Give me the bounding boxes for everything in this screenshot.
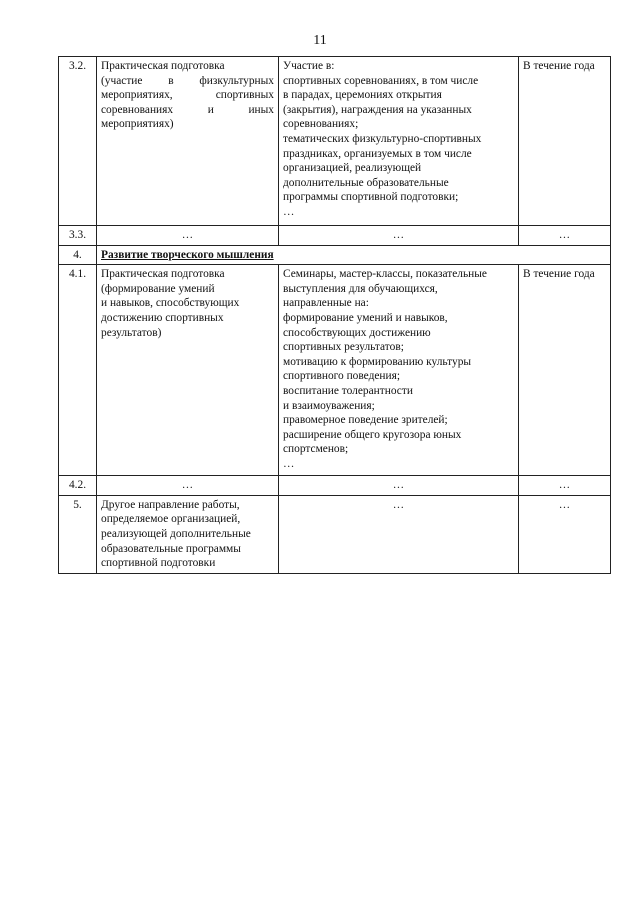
activity-cell: … (279, 226, 519, 246)
direction-line: спортивной подготовки (101, 557, 216, 570)
activity-line: организацией, реализующей (283, 162, 422, 175)
activity-line: направленные на: (283, 297, 369, 310)
direction-line: соревнованиях и иных (101, 103, 274, 116)
activity-line: воспитание толерантности (283, 384, 413, 397)
deadline-cell: В течение года (519, 265, 611, 476)
direction-line: (участие в физкультурных (101, 74, 274, 87)
section-title: Развитие творческого мышления (97, 245, 611, 265)
direction-line: результатов) (101, 326, 162, 339)
direction-cell: … (97, 226, 279, 246)
activity-line: способствующих достижению (283, 326, 431, 339)
row-number: 3.3. (59, 226, 97, 246)
deadline-cell: … (519, 476, 611, 496)
table-row (59, 265, 611, 476)
direction-line: определяемое организацией, (101, 513, 241, 526)
direction-line: реализующей дополнительные (101, 527, 251, 540)
sports-training-plan-table (58, 56, 611, 574)
table-row (59, 57, 611, 226)
activity-cell (279, 57, 519, 226)
activity-line: правомерное поведение зрителей; (283, 414, 448, 427)
table-row (59, 476, 611, 496)
activity-line: … (283, 205, 295, 218)
activity-line: спортивного поведения; (283, 370, 401, 383)
activity-line: дополнительные образовательные (283, 176, 449, 189)
direction-line: Практическая подготовка (101, 268, 225, 281)
row-number: 5. (59, 495, 97, 573)
activity-line: соревнованиях; (283, 118, 359, 131)
deadline-cell: … (519, 495, 611, 573)
row-number: 4.1. (59, 265, 97, 476)
direction-line: образовательные программы (101, 542, 241, 555)
activity-line: … (283, 457, 295, 470)
section-row (59, 245, 611, 265)
direction-cell: … (97, 476, 279, 496)
activity-line: и взаимоуважения; (283, 399, 375, 412)
activity-line: мотивацию к формированию культуры (283, 355, 472, 368)
table-row (59, 495, 611, 573)
direction-cell (97, 265, 279, 476)
deadline-cell: … (519, 226, 611, 246)
direction-line: Другое направление работы, (101, 498, 240, 511)
direction-line: мероприятиях, спортивных (101, 89, 274, 102)
page-number: 11 (313, 33, 327, 48)
direction-line: и навыков, способствующих (101, 297, 240, 310)
activity-line: Участие в: (283, 60, 335, 72)
activity-cell (279, 265, 519, 476)
activity-line: спортивных соревнованиях, в том числе (283, 74, 479, 87)
activity-line: Семинары, мастер-классы, показательные (283, 268, 487, 281)
activity-line: спортивных результатов; (283, 341, 404, 354)
activity-line: расширение общего кругозора юных (283, 428, 462, 441)
row-number: 3.2. (59, 57, 97, 226)
table-row (59, 226, 611, 246)
activity-line: (закрытия), награждения на указанных (283, 103, 472, 116)
activity-line: формирование умений и навыков, (283, 311, 448, 324)
direction-cell (97, 495, 279, 573)
direction-line: мероприятиях) (101, 118, 174, 131)
direction-line: достижению спортивных (101, 311, 224, 324)
row-number: 4.2. (59, 476, 97, 496)
activity-cell: … (279, 495, 519, 573)
deadline-cell: В течение года (519, 57, 611, 226)
activity-line: программы спортивной подготовки; (283, 191, 459, 204)
direction-line: (формирование умений (101, 282, 215, 295)
activity-line: праздниках, организуемых в том числе (283, 147, 472, 160)
activity-cell: … (279, 476, 519, 496)
direction-line: Практическая подготовка (101, 60, 225, 72)
activity-line: спортсменов; (283, 443, 349, 456)
activity-line: выступления для обучающихся, (283, 282, 438, 295)
activity-line: тематических физкультурно-спортивных (283, 132, 482, 145)
row-number: 4. (59, 245, 97, 265)
direction-cell (97, 57, 279, 226)
activity-line: в парадах, церемониях открытия (283, 89, 442, 102)
